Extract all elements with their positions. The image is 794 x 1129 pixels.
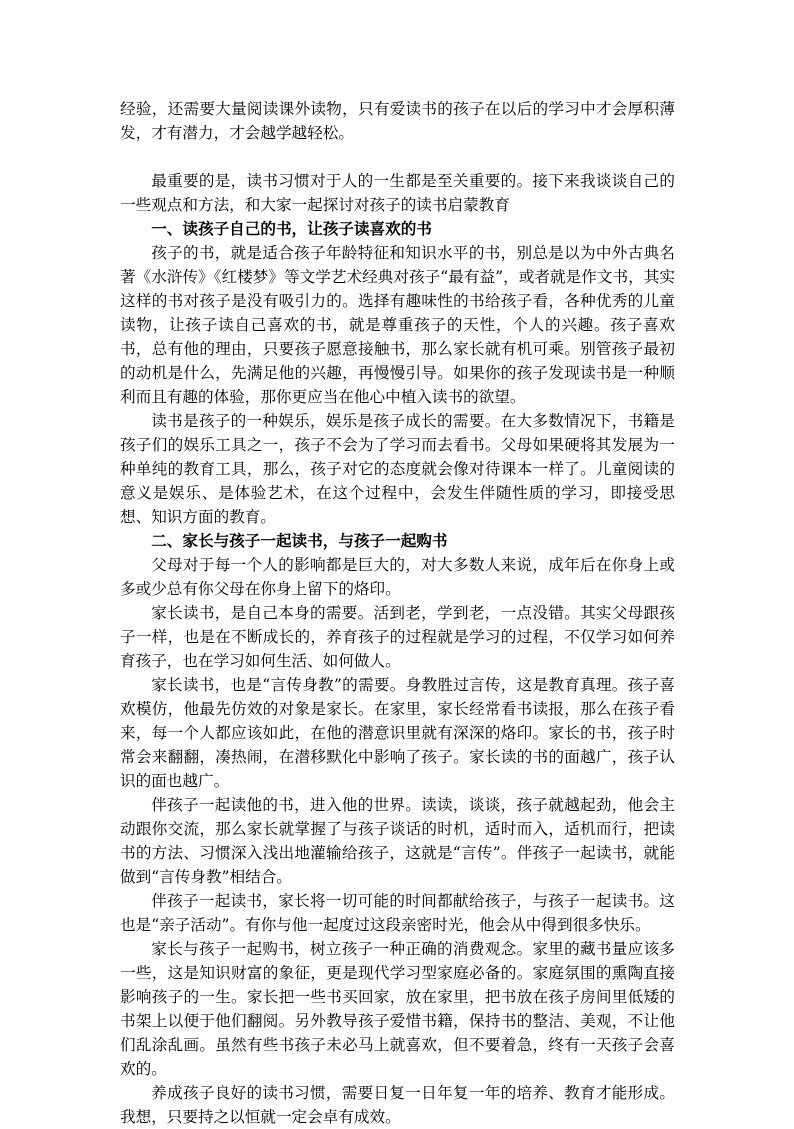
paragraph-importance: 最重要的是，读书习惯对于人的一生都是至关重要的。接下来我谈谈自己的一些观点和方法，和大家一起探讨对孩子的读书启蒙教育	[120, 172, 675, 214]
paragraph-reading-entertainment: 读书是孩子的一种娱乐，娱乐是孩子成长的需要。在大多数情况下，书籍是孩子们的娱乐工具之一，孩子不会为了学习而去看书。父母如果硬将其发展为一种单纯的教育工具，那么，孩子对它的态度就会像对待课本一样了。儿童阅读的意义是娱乐、是体验艺术，在这个过程中，会发生伴随性质的学习，即接受思想、知识方面的教育。	[120, 412, 675, 526]
paragraph-parent-child-activity: 伴孩子一起读书，家长将一切可能的时间都献给孩子，与孩子一起读书。这也是“亲子活动”。有你与他一起度过这段亲密时光，他会从中得到很多快乐。	[120, 892, 675, 934]
section-heading-2: 二、家长与孩子一起读书，与孩子一起购书	[151, 531, 448, 550]
paragraph-parent-reading-need: 家长读书，是自己本身的需要。活到老，学到老，一点没错。其实父母跟孩子一样，也是在不断成长的，养育孩子的过程就是学习的过程，不仅学习如何养育孩子，也在学习如何生活、如何做人。	[120, 604, 675, 670]
paragraph-intro-continued: 经验，还需要大量阅读课外读物，只有爱读书的孩子在以后的学习中才会厚积薄发，才有潜力，才会越学越轻松。	[120, 100, 675, 142]
paragraph-read-together: 伴孩子一起读他的书，进入他的世界。读读，谈谈，孩子就越起劲，他会主动跟你交流，那么家长就掌握了与孩子谈话的时机，适时而入，适机而行，把读书的方法、习惯深入浅出地灌输给孩子，这就是“言传”。伴孩子一起读书，就能做到“言传身教”相结合。	[120, 796, 675, 886]
paragraph-parent-influence: 父母对于每一个人的影响都是巨大的，对大多数人来说，成年后在你身上或多或少总有你父母在你身上留下的烙印。	[120, 556, 675, 598]
paragraph-buy-books-together: 家长与孩子一起购书，树立孩子一种正确的消费观念。家里的藏书量应该多一些，这是知识财富的象征，更是现代学习型家庭必备的。家庭氛围的熏陶直接影响孩子的一生。家长把一些书买回家，放在家里，把书放在孩子房间里低矮的书架上以便于他们翻阅。另外教导孩子爱惜书籍，保持书的整洁、美观，不让他们乱涂乱画。虽然有些书孩子未必马上就喜欢，但不要着急，终有一天孩子会喜欢的。	[120, 940, 675, 1078]
paragraph-children-books: 孩子的书，就是适合孩子年龄特征和知识水平的书，别总是以为中外古典名著《水浒传》《红楼梦》等文学艺术经典对孩子“最有益”，或者就是作文书，其实这样的书对孩子是没有吸引力的。选择有趣味性的书给孩子看，各种优秀的儿童读物，让孩子读自己喜欢的书，就是尊重孩子的天性，个人的兴趣。孩子喜欢书，总有他的理由，只要孩子愿意接触书，那么家长就有机可乘。别管孩子最初的动机是什么，先满足他的兴趣，再慢慢引导。如果你的孩子发现读书是一种顺利而且有趣的体验，那你更应当在他心中植入读书的欲望。	[120, 244, 675, 406]
section-heading-1: 一、读孩子自己的书，让孩子读喜欢的书	[151, 219, 432, 238]
document-page	[120, 97, 675, 1129]
paragraph-lead-by-example: 家长读书，也是“言传身教”的需要。身教胜过言传，这是教育真理。孩子喜欢模仿，他最先仿效的对象是家长。在家里，家长经常看书读报，那么在孩子看来，每一个人都应该如此，在他的潜意识里就有深深的烙印。家长的书，孩子时常会来翻翻，凑热闹，在潜移默化中影响了孩子。家长读的书的面越广，孩子认识的面也越广。	[120, 676, 675, 790]
paragraph-conclusion: 养成孩子良好的读书习惯，需要日复一日年复一年的培养、教育才能形成。我想，只要持之以恒就一定会卓有成效。	[120, 1084, 675, 1126]
